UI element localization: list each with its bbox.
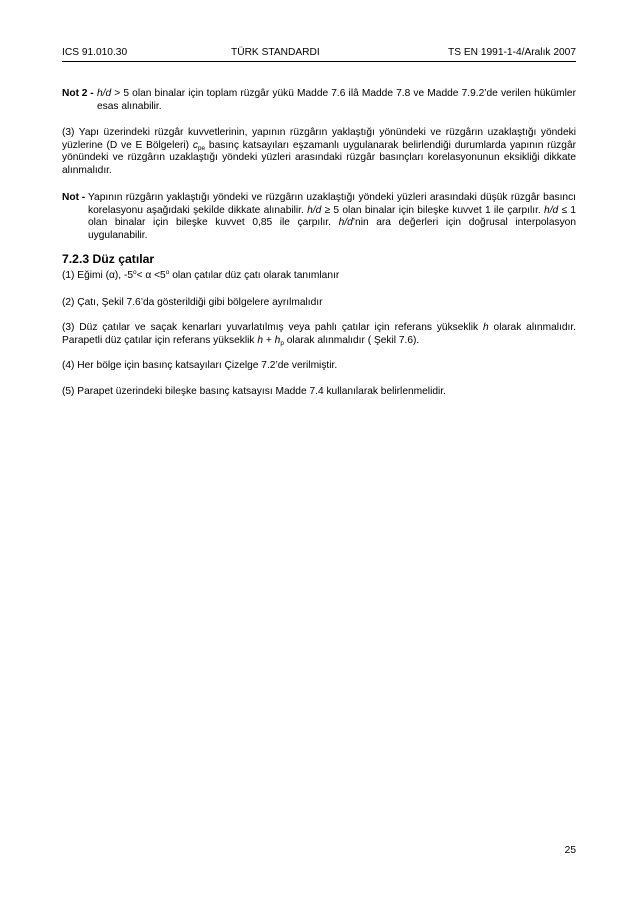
section-item-2: (2) Çatı, Şekil 7.6’da gösterildiği gibi bölgelere ayrılmalıdır <box>62 296 323 308</box>
parapet-subscript: p <box>280 339 284 347</box>
item-3-part-a: (3) Düz çatılar ve saçak kenarları yuvarlatılmış veya pahlı çatılar için referans yükseklik <box>62 322 484 333</box>
page-number: 25 <box>564 845 576 856</box>
header-document-id: TS EN 1991-1-4/Aralık 2007 <box>448 47 576 58</box>
page-body <box>62 88 576 398</box>
note-var-1: h/d <box>307 204 322 216</box>
item-1-part-b: < α <5 <box>136 270 166 281</box>
coefficient-symbol: c <box>192 139 198 151</box>
note-2-text <box>97 88 576 113</box>
plus-sign: + <box>263 334 275 346</box>
degree-mark-2: o <box>165 269 170 276</box>
paragraph-3 <box>62 127 576 177</box>
item-3-part-c: olarak alınmalıdır ( Şekil 7.6). <box>283 334 420 346</box>
note-var-2: h/d <box>544 204 559 216</box>
note-2 <box>62 88 576 113</box>
note-label: Not - <box>62 192 86 203</box>
paragraph-3-part-1: (3) Yapı üzerindeki rüzgâr kuvvetlerinin, yapının rüzgârın yaklaştığı yönündeki ve rüzgârın uzaklaştığı yöndeki yüzlerine (D ve E Bölgeleri) <box>62 127 576 151</box>
item-3-part-b: olarak alınmalıdır. Parapetli düz çatılar için referans yükseklik <box>62 322 576 346</box>
height-symbol: h <box>483 322 489 333</box>
note-part-4: ’nin ara değerleri için doğrusal interpolasyon uygulanabilir. <box>88 217 576 241</box>
header-rule <box>62 61 576 62</box>
note-part-1: Yapının rüzgârın yaklaştığı yöndeki ve rüzgârın uzaklaştığı yöndeki yüzleri arasındaki düşük rüzgâr basıncı korelasyonu aşağıdaki şekilde dikkate alınabilir. <box>88 192 576 216</box>
header-title: TÜRK STANDARDI <box>231 47 320 58</box>
coefficient-subscript: pe <box>197 144 206 152</box>
note-2-label: Not 2 - <box>62 88 94 99</box>
note-2-var: h/d <box>97 88 112 99</box>
note-var-3: h/d <box>338 217 353 228</box>
section-item-4: (4) Her bölge için basınç katsayıları Çizelge 7.2’de verilmiştir. <box>62 360 338 371</box>
note <box>62 192 576 242</box>
height-symbol-2: h <box>257 334 264 346</box>
note-part-3: ≤ 1 olan binalar için bileşke kuvvet 0,85 ile çarpılır. <box>88 204 576 228</box>
item-1-part-c: olan çatılar düz çatı olarak tanımlanır <box>169 270 340 281</box>
parapet-height-symbol: h <box>274 334 281 346</box>
section-heading: 7.2.3 Düz çatılar <box>62 252 155 266</box>
note-part-2: ≥ 5 olan binalar için bileşke kuvvet 1 ile çarpılır. <box>321 204 545 216</box>
paragraph-3-part-2: basınç katsayıları eşzamanlı uygulanarak belirlendiği durumlarda yapının rüzgâr yönündeki ve rüzgârın uzaklaştığı yöndeki yüzleri arasındaki rüzgâr basınçları korelasyonunun eksikliği dikkate alınmalıdır. <box>62 139 577 176</box>
section-item-1 <box>62 270 576 283</box>
page-header <box>62 47 576 59</box>
degree-mark-1: o <box>132 269 137 276</box>
item-1-part-a: (1) Eğimi (α), -5 <box>62 270 133 281</box>
section-item-3 <box>62 322 576 347</box>
section-item-5: (5) Parapet üzerindeki bileşke basınç katsayısı Madde 7.4 kullanılarak belirlenmelidir. <box>62 385 446 397</box>
header-standard-code: ICS 91.010.30 <box>62 47 128 58</box>
note-2-text-body: > 5 olan binalar için toplam rüzgâr yükü Madde 7.6 ilâ Madde 7.8 ve Madde 7.9.2’de verilen hükümler esas alınabilir. <box>97 88 576 112</box>
note-text <box>88 192 576 242</box>
